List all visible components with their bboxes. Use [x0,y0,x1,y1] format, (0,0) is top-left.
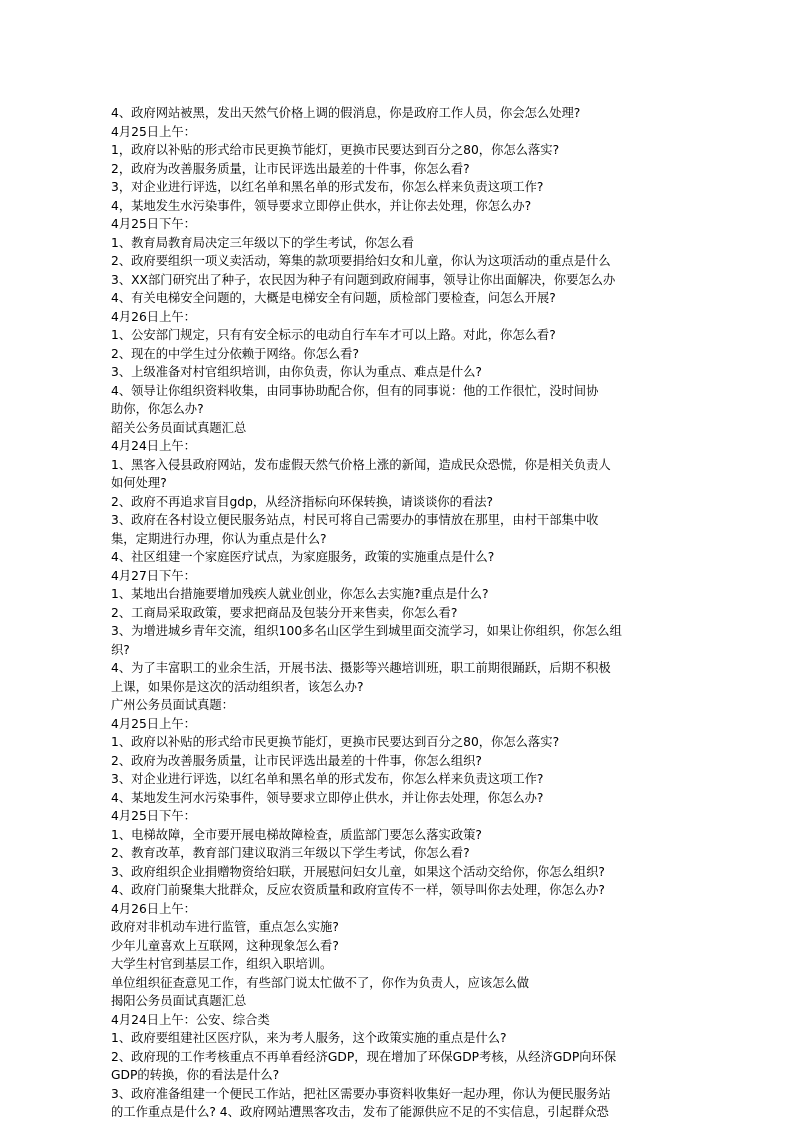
text-line: 集，定期进行办理，你认为重点是什么? [111,531,327,546]
text-line: 上课，如果你是这次的活动组织者，该怎么办? [111,679,364,694]
text-line: 揭阳公务员面试真题汇总 [111,994,247,1008]
text-line: 3、政府在各村设立便民服务站点，村民可将自己需要办的事情放在那里，由村干部集中收 [111,513,599,527]
text-line: 4月24日上午： [111,439,196,453]
text-line: 助你，你怎么办? [111,402,204,416]
text-line: 1、某地出台措施要增加残疾人就业创业，你怎么去实施?重点是什么? [111,587,489,601]
text-line: 4月25日下午： [111,809,196,823]
text-line: 1、政府要组建社区医疗队，来为考人服务，这个政策实施的重点是什么? [111,1031,507,1045]
text-line: 2、政府要组织一项义卖活动，筹集的款项要捐给妇女和儿童，你认为这项活动的重点是什么 [111,254,611,268]
text-line: 4、领导让你组织资料收集，由同事协助配合你，但有的同事说：他的工作很忙，没时间协 [111,383,599,398]
text-line: 4、政府网站被黑，发出天然气价格上调的假消息，你是政府工作人员，你会怎么处理? [111,106,581,120]
text-line: 4月24日上午：公安、综合类 [111,1012,270,1027]
text-line: 政府对非机动车进行监管，重点怎么实施? [111,920,339,934]
text-line: 1、电梯故障，全市要开展电梯故障检查，质监部门要怎么落实政策? [111,827,482,842]
text-line: 3、政府组织企业捐赠物资给妇联，开展慰问妇女儿童，如果这个活动交给你，你怎么组织? [111,864,605,879]
text-line: 4，某地发生水污染事件，领导要求立即停止供水，并让你去处理，你怎么办? [111,198,532,213]
text-line: 4月26日上午： [111,309,196,324]
text-line: 大学生村官到基层工作，组织入职培训。 [111,957,333,971]
text-line: 单位组织征查意见工作，有些部门说太忙做不了，你作为负责人，应该怎么做 [111,975,530,990]
text-line: 3、XX部门研究出了种子，农民因为种子有问题到政府闹事，领导让你出面解决，你要怎么办 [111,272,616,287]
text-line: 3、政府准备组建一个便民工作站，把社区需要办事资料收集好一起办理，你认为便民服务站 [111,1086,611,1101]
text-line: 3、为增进城乡青年交流，组织100多名山区学生到城里面交流学习，如果让你组织，你怎么组 [111,624,622,638]
text-line: 2、工商局采取政策，要求把商品及包装分开来售卖，你怎么看? [111,605,458,620]
text-line: 广州公务员面试真题： [111,698,234,712]
text-line: 2、政府不再追求盲目gdp，从经济指标向环保转换，请谈谈你的看法? [111,494,494,509]
text-line: 韶关公务员面试真题汇总 [111,420,247,435]
text-line: 1、黑客入侵县政府网站，发布虚假天然气价格上涨的新闻，造成民众恐慌，你是相关负责人 [111,457,611,472]
text-line: 3、上级准备对村官组织培训，由你负责，你认为重点、难点是什么? [111,365,482,379]
text-line: 2、教育改革，教育部门建议取消三年级以下学生考试，你怎么看? [111,846,470,860]
text-line: 1、公安部门规定，只有有安全标示的电动自行车车才可以上路。对此，你怎么看? [111,328,556,342]
text-line: 4月25日上午： [111,716,196,731]
text-line: 少年儿童喜欢上互联网，这种现象怎么看? [111,938,339,953]
text-line: 织? [111,642,130,657]
text-line: 2、政府现的工作考核重点不再单看经济GDP，现在增加了环保GDP考核，从经济GDP向环保 [111,1049,617,1064]
text-line: 4、政府门前聚集大批群众，反应农资质量和政府宣传不一样，领导叫你去处理，你怎么办? [111,883,605,897]
text-line: 2，政府为改善服务质量，让市民评选出最差的十件事，你怎么看? [111,161,470,176]
text-line: 的工作重点是什么? 4、政府网站遭黑客攻击，发布了能源供应不足的不实信息，引起群众恐 [111,1105,609,1119]
text-line: 4月26日上午： [111,901,196,916]
text-line: 3、对企业进行评选，以红名单和黑名单的形式发布，你怎么样来负责这项工作? [111,772,544,786]
text-line: 4月25日上午： [111,124,196,139]
text-line: 1，政府以补贴的形式给市民更换节能灯，更换市民要达到百分之80，你怎么落实? [111,143,560,157]
text-line: 2、现在的中学生过分依赖于网络。你怎么看? [111,346,359,361]
text-line: 1、政府以补贴的形式给市民更换节能灯，更换市民要达到百分之80，你怎么落实? [111,735,560,749]
text-line: 4、某地发生河水污染事件，领导要求立即停止供水，并让你去处理，你怎么办? [111,790,544,805]
text-line: 2、政府为改善服务质量，让市民评选出最差的十件事，你怎么组织? [111,753,482,768]
text-line: 4、社区组建一个家庭医疗试点，为家庭服务，政策的实施重点是什么? [111,550,495,564]
text-line: 4、有关电梯安全问题的，大概是电梯安全有问题，质检部门要检查，问怎么开展? [111,291,556,305]
text-line: 4、为了丰富职工的业余生活，开展书法、摄影等兴趣培训班，职工前期很踊跃，后期不积极 [111,661,611,675]
text-line: GDP的转换，你的看法是什么? [111,1068,280,1082]
text-line: 3，对企业进行评选，以红名单和黑名单的形式发布，你怎么样来负责这项工作? [111,180,544,194]
text-line: 4月27日下午： [111,568,196,583]
text-line: 1、教育局教育局决定三年级以下的学生考试，你怎么看 [111,235,414,250]
document-body [111,104,694,1122]
text-line: 如何处理? [111,476,167,490]
text-line: 4月25日下午： [111,217,196,231]
